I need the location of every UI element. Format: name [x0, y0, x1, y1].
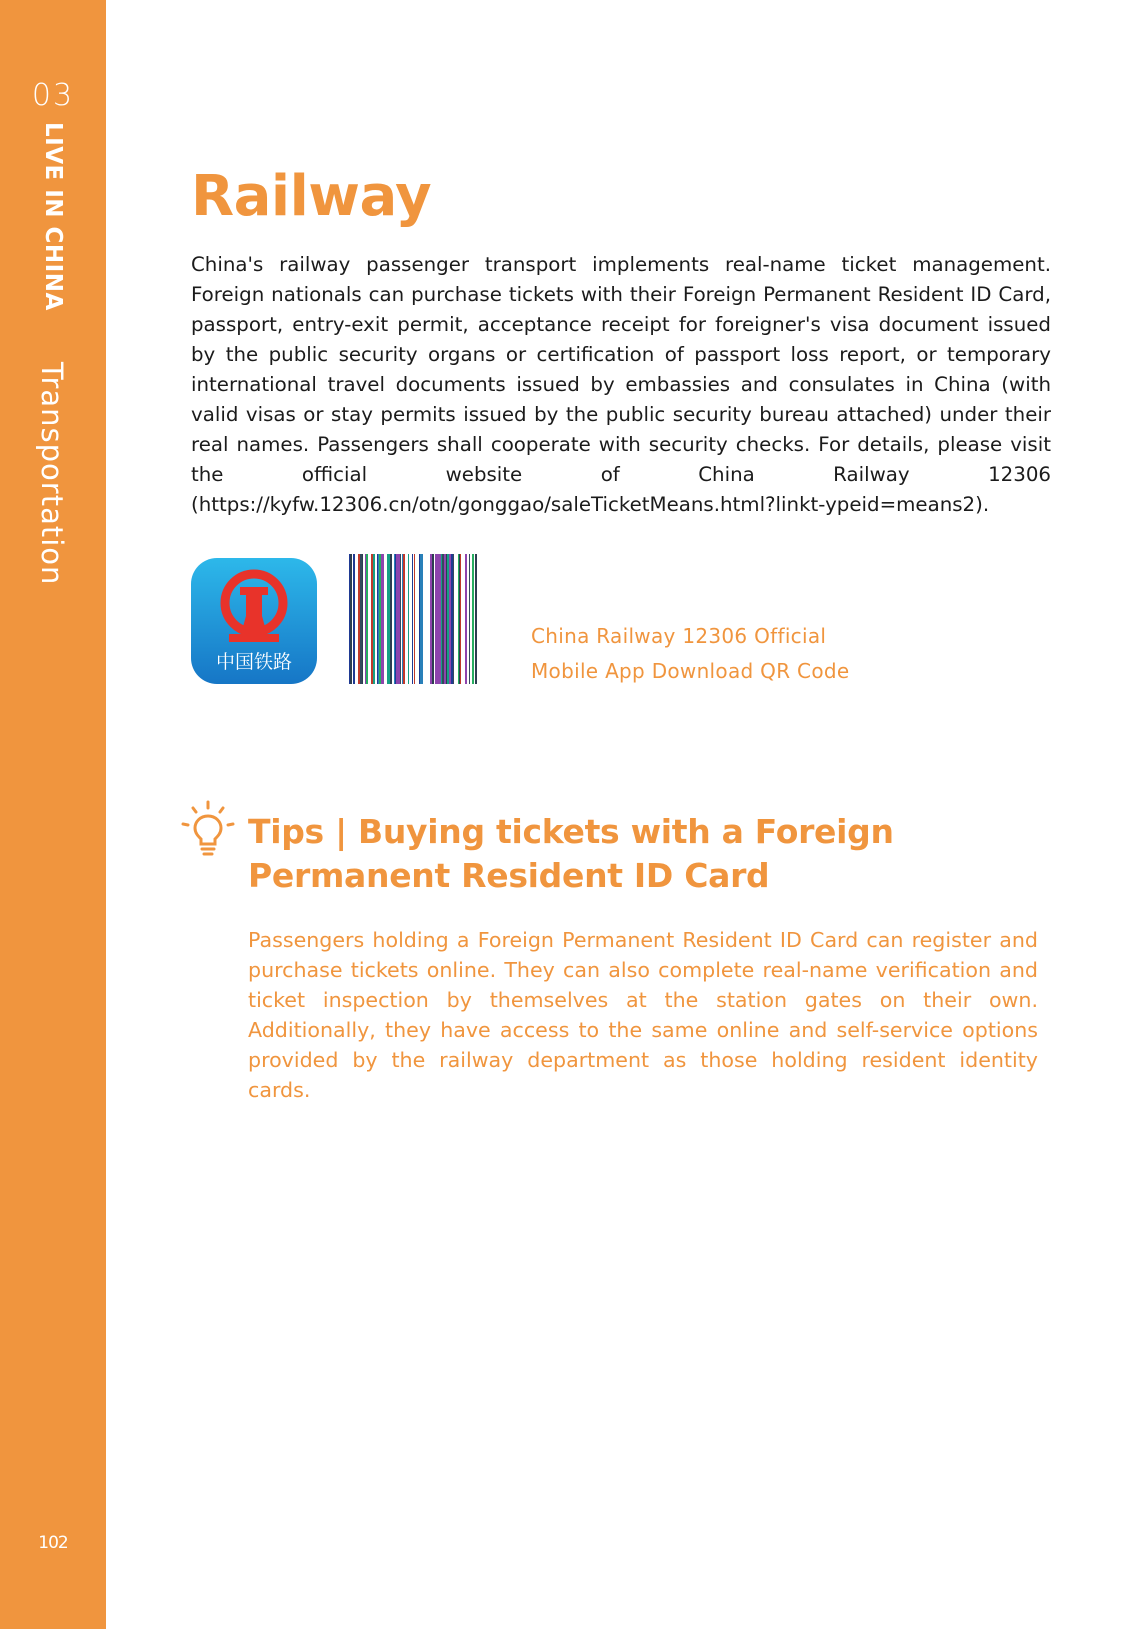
qr-module	[398, 554, 400, 684]
qr-module	[352, 554, 353, 684]
qr-module	[349, 554, 350, 684]
qr-module	[385, 554, 387, 684]
qr-module	[368, 554, 369, 684]
qr-module	[362, 554, 363, 684]
lightbulb-icon	[180, 800, 236, 856]
qr-module	[439, 554, 441, 684]
qr-module	[458, 554, 459, 684]
qr-module	[465, 554, 467, 684]
qr-module	[416, 554, 418, 684]
qr-module	[415, 554, 416, 684]
qr-module	[412, 554, 413, 684]
qr-module	[400, 554, 401, 684]
qr-module	[469, 554, 470, 684]
chapter-title: LIVE IN CHINA	[40, 122, 66, 311]
qr-module	[390, 554, 392, 684]
qr-module	[371, 554, 373, 684]
qr-module	[451, 554, 453, 684]
qr-module	[392, 554, 393, 684]
qr-module	[350, 554, 351, 684]
qr-module	[425, 554, 426, 684]
qr-module	[435, 554, 437, 684]
qr-caption-line-2: Mobile App Download QR Code	[531, 659, 850, 683]
qr-module	[369, 554, 371, 684]
qr-caption-line-1: China Railway 12306 Official	[531, 624, 827, 648]
qr-module	[473, 554, 474, 684]
qr-module	[463, 554, 465, 684]
qr-module	[453, 554, 454, 684]
qr-module	[420, 554, 422, 684]
qr-module	[366, 554, 367, 684]
sidebar	[0, 0, 106, 1629]
qr-module	[394, 554, 395, 684]
qr-module	[474, 554, 475, 684]
qr-module	[409, 554, 411, 684]
qr-module	[403, 554, 405, 684]
qr-module	[378, 554, 379, 684]
qr-module	[401, 554, 402, 684]
qr-module	[381, 554, 382, 684]
qr-module	[475, 554, 477, 684]
qr-module	[351, 554, 352, 684]
qr-module	[470, 554, 472, 684]
qr-module	[429, 554, 430, 684]
qr-module	[356, 554, 358, 684]
tips-paragraph: Passengers holding a Foreign Permanent Resident ID Card can register and purchase tickets online. They can also complete real-name verification and ticket inspection by themselves at the station gates on their own. Additionally, they have access to the same online and self-service options provided by the railway department as those holding resident identity cards.	[248, 928, 1038, 1102]
qr-module	[414, 554, 415, 684]
qr-module	[432, 554, 434, 684]
qr-module	[407, 554, 408, 684]
qr-module	[413, 554, 414, 684]
qr-module	[449, 554, 451, 684]
tips-title: Tips | Buying tickets with a Foreign Permanent Resident ID Card	[248, 812, 894, 895]
qr-module	[402, 554, 403, 684]
qr-module	[472, 554, 473, 684]
qr-module	[460, 554, 461, 684]
qr-module	[358, 554, 360, 684]
qr-module	[430, 554, 432, 684]
svg-text:中国铁路: 中国铁路	[215, 651, 293, 673]
qr-module	[373, 554, 375, 684]
qr-module	[365, 554, 366, 684]
qr-module	[456, 554, 458, 684]
qr-module	[437, 554, 439, 684]
qr-module	[355, 554, 356, 684]
qr-module	[434, 554, 435, 684]
qr-module	[382, 554, 384, 684]
qr-caption	[531, 619, 849, 689]
qr-module	[353, 554, 355, 684]
qr-module	[441, 554, 442, 684]
qr-module	[459, 554, 460, 684]
qr-module	[393, 554, 394, 684]
qr-module	[377, 554, 378, 684]
qr-module	[442, 554, 444, 684]
qr-module	[408, 554, 409, 684]
qr-module	[384, 554, 385, 684]
qr-module	[367, 554, 368, 684]
qr-module	[379, 554, 381, 684]
qr-module	[411, 554, 412, 684]
qr-module	[397, 554, 398, 684]
qr-module	[423, 554, 425, 684]
qr-module	[461, 554, 463, 684]
qr-module	[419, 554, 420, 684]
qr-module	[405, 554, 407, 684]
qr-module	[426, 554, 428, 684]
section-title: Transportation	[35, 362, 69, 586]
qr-code	[349, 554, 479, 684]
qr-module	[444, 554, 446, 684]
qr-module	[428, 554, 429, 684]
qr-module	[387, 554, 388, 684]
qr-module	[361, 554, 362, 684]
body-paragraph: China's railway passenger transport implements real-name ticket management. Foreign nationals can purchase tickets with their Foreign Permanent Resident ID Card, passport, entry-exit permit, acceptance receipt for foreigner's visa document issued by the public security organs or certification of passport loss report, or temporary international travel documents issued by embassies and consulates in China (with valid visas or stay permits issued by the public security bureau attached) under their real names. Passengers shall cooperate with security checks. For details, please visit the official website of China Railway 12306 (https://kyfw.12306.cn/otn/gonggao/saleTicketMeans.html?linkt-ypeid=means2).	[191, 253, 1051, 516]
qr-module	[477, 554, 479, 684]
qr-module	[467, 554, 469, 684]
china-railway-app-icon	[191, 558, 317, 684]
china-railway-logo-icon	[191, 558, 317, 684]
qr-module	[446, 554, 447, 684]
qr-module	[422, 554, 423, 684]
qr-module	[388, 554, 390, 684]
qr-module	[454, 554, 456, 684]
qr-module	[396, 554, 397, 684]
qr-module	[395, 554, 396, 684]
chapter-number: 03	[31, 78, 75, 113]
page-title: Railway	[191, 164, 432, 229]
page-number: 102	[38, 1533, 68, 1553]
qr-module	[375, 554, 377, 684]
qr-module	[363, 554, 365, 684]
qr-module	[360, 554, 361, 684]
qr-module	[418, 554, 419, 684]
qr-module	[447, 554, 449, 684]
